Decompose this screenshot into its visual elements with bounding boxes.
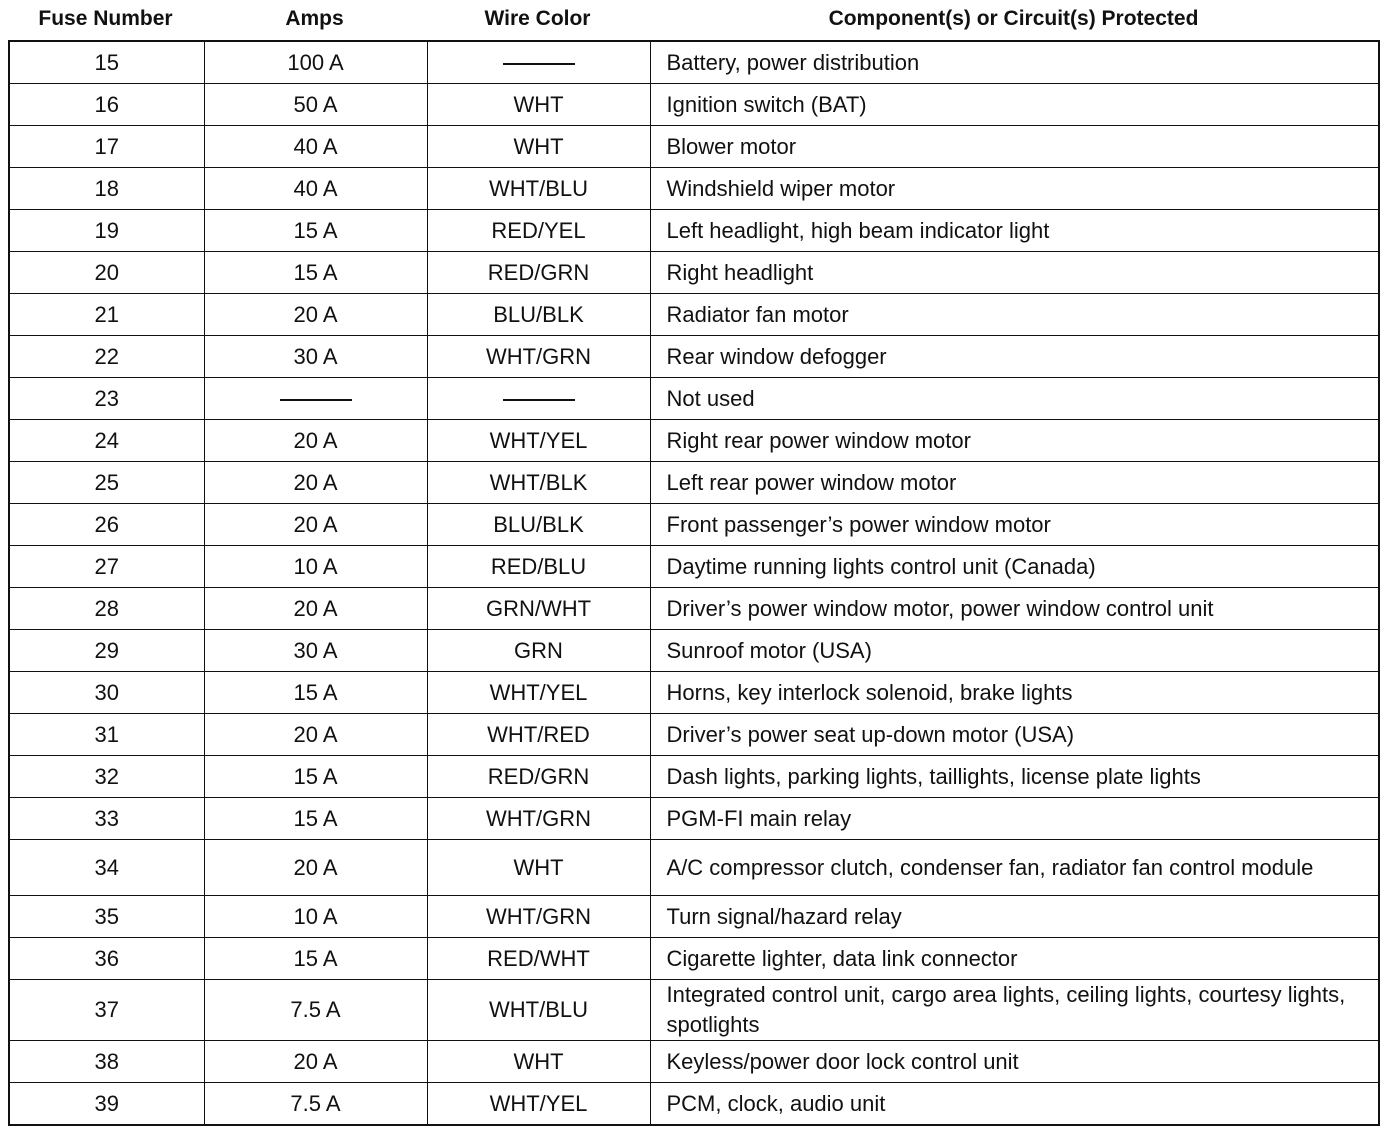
wire-color-cell: WHT [427, 1041, 650, 1083]
wire-color-cell: BLU/BLK [427, 294, 650, 336]
amps-cell: 15 A [204, 798, 427, 840]
component-cell: Windshield wiper motor [650, 168, 1379, 210]
wire-color-cell: RED/BLU [427, 546, 650, 588]
table-row [9, 630, 1379, 672]
fuse-number-cell: 31 [9, 714, 204, 756]
fuse-table-body [9, 41, 1379, 1125]
fuse-number-cell: 30 [9, 672, 204, 714]
component-cell: Front passenger’s power window motor [650, 504, 1379, 546]
fuse-number-cell: 21 [9, 294, 204, 336]
fuse-number-cell: 34 [9, 840, 204, 896]
wire-color-cell: WHT/BLK [427, 462, 650, 504]
amps-cell: 20 A [204, 1041, 427, 1083]
amps-cell [204, 378, 427, 420]
fuse-number-cell: 39 [9, 1083, 204, 1126]
wire-color-cell: WHT [427, 126, 650, 168]
table-row [9, 420, 1379, 462]
table-row [9, 588, 1379, 630]
wire-color-cell: WHT/YEL [427, 420, 650, 462]
fuse-number-cell: 17 [9, 126, 204, 168]
table-row [9, 672, 1379, 714]
amps-cell: 7.5 A [204, 980, 427, 1041]
table-row [9, 798, 1379, 840]
table-row [9, 980, 1379, 1041]
empty-dash [503, 63, 575, 65]
table-row [9, 1083, 1379, 1126]
fuse-number-cell: 16 [9, 84, 204, 126]
wire-color-cell: BLU/BLK [427, 504, 650, 546]
header-wire-color: Wire Color [484, 7, 591, 30]
component-cell: Rear window defogger [650, 336, 1379, 378]
amps-cell: 15 A [204, 210, 427, 252]
amps-cell: 30 A [204, 336, 427, 378]
fuse-number-cell: 35 [9, 896, 204, 938]
component-cell: PGM-FI main relay [650, 798, 1379, 840]
table-row [9, 756, 1379, 798]
component-cell: Integrated control unit, cargo area lights, ceiling lights, courtesy lights, spotlights [650, 980, 1379, 1041]
header-component: Component(s) or Circuit(s) Protected [828, 7, 1199, 30]
table-row [9, 378, 1379, 420]
wire-color-cell: WHT/GRN [427, 336, 650, 378]
fuse-number-cell: 23 [9, 378, 204, 420]
component-cell: Ignition switch (BAT) [650, 84, 1379, 126]
component-cell: Keyless/power door lock control unit [650, 1041, 1379, 1083]
component-cell: Right headlight [650, 252, 1379, 294]
fuse-number-cell: 33 [9, 798, 204, 840]
fuse-number-cell: 27 [9, 546, 204, 588]
amps-cell: 40 A [204, 168, 427, 210]
amps-cell: 15 A [204, 672, 427, 714]
table-row [9, 210, 1379, 252]
component-cell: PCM, clock, audio unit [650, 1083, 1379, 1126]
wire-color-cell: WHT/GRN [427, 798, 650, 840]
fuse-number-cell: 19 [9, 210, 204, 252]
component-cell: Driver’s power seat up-down motor (USA) [650, 714, 1379, 756]
fuse-number-cell: 15 [9, 41, 204, 84]
component-cell: Horns, key interlock solenoid, brake lights [650, 672, 1379, 714]
table-row [9, 714, 1379, 756]
amps-cell: 15 A [204, 938, 427, 980]
component-cell: Blower motor [650, 126, 1379, 168]
wire-color-cell: RED/GRN [427, 252, 650, 294]
fuse-number-cell: 18 [9, 168, 204, 210]
fuse-number-cell: 22 [9, 336, 204, 378]
fuse-number-cell: 28 [9, 588, 204, 630]
wire-color-cell: WHT/YEL [427, 1083, 650, 1126]
amps-cell: 15 A [204, 252, 427, 294]
wire-color-cell: WHT/BLU [427, 980, 650, 1041]
empty-dash [280, 399, 352, 401]
wire-color-cell: RED/GRN [427, 756, 650, 798]
component-cell: Left headlight, high beam indicator light [650, 210, 1379, 252]
wire-color-cell: WHT [427, 84, 650, 126]
component-cell: Driver’s power window motor, power window control unit [650, 588, 1379, 630]
component-cell: A/C compressor clutch, condenser fan, radiator fan control module [650, 840, 1379, 896]
fuse-number-cell: 25 [9, 462, 204, 504]
component-cell: Not used [650, 378, 1379, 420]
component-cell: Dash lights, parking lights, taillights, license plate lights [650, 756, 1379, 798]
table-row [9, 896, 1379, 938]
amps-cell: 30 A [204, 630, 427, 672]
amps-cell: 20 A [204, 420, 427, 462]
wire-color-cell [427, 378, 650, 420]
wire-color-cell: WHT/YEL [427, 672, 650, 714]
amps-cell: 20 A [204, 504, 427, 546]
wire-color-cell: WHT/BLU [427, 168, 650, 210]
table-row [9, 336, 1379, 378]
amps-cell: 15 A [204, 756, 427, 798]
wire-color-cell: WHT [427, 840, 650, 896]
amps-cell: 7.5 A [204, 1083, 427, 1126]
component-cell: Right rear power window motor [650, 420, 1379, 462]
table-row [9, 938, 1379, 980]
wire-color-cell: WHT/RED [427, 714, 650, 756]
fuse-number-cell: 32 [9, 756, 204, 798]
fuse-number-cell: 38 [9, 1041, 204, 1083]
component-cell: Battery, power distribution [650, 41, 1379, 84]
table-row [9, 294, 1379, 336]
amps-cell: 20 A [204, 588, 427, 630]
amps-cell: 40 A [204, 126, 427, 168]
component-cell: Left rear power window motor [650, 462, 1379, 504]
wire-color-cell: RED/WHT [427, 938, 650, 980]
table-row [9, 1041, 1379, 1083]
amps-cell: 10 A [204, 896, 427, 938]
fuse-number-cell: 20 [9, 252, 204, 294]
wire-color-cell: GRN/WHT [427, 588, 650, 630]
fuse-number-cell: 37 [9, 980, 204, 1041]
table-row [9, 168, 1379, 210]
component-cell: Sunroof motor (USA) [650, 630, 1379, 672]
component-cell: Cigarette lighter, data link connector [650, 938, 1379, 980]
amps-cell: 10 A [204, 546, 427, 588]
header-fuse-number: Fuse Number [38, 7, 173, 30]
wire-color-cell: WHT/GRN [427, 896, 650, 938]
table-header [8, 0, 1378, 38]
amps-cell: 100 A [204, 41, 427, 84]
table-row [9, 462, 1379, 504]
fuse-number-cell: 36 [9, 938, 204, 980]
table-row [9, 84, 1379, 126]
fuse-number-cell: 24 [9, 420, 204, 462]
amps-cell: 20 A [204, 840, 427, 896]
amps-cell: 20 A [204, 294, 427, 336]
table-row [9, 504, 1379, 546]
table-row [9, 126, 1379, 168]
table-row [9, 840, 1379, 896]
table-row [9, 41, 1379, 84]
fuse-table [8, 40, 1380, 1126]
wire-color-cell [427, 41, 650, 84]
component-cell: Radiator fan motor [650, 294, 1379, 336]
component-cell: Daytime running lights control unit (Canada) [650, 546, 1379, 588]
wire-color-cell: GRN [427, 630, 650, 672]
component-cell: Turn signal/hazard relay [650, 896, 1379, 938]
amps-cell: 20 A [204, 714, 427, 756]
table-row [9, 546, 1379, 588]
fuse-number-cell: 26 [9, 504, 204, 546]
amps-cell: 20 A [204, 462, 427, 504]
fuse-number-cell: 29 [9, 630, 204, 672]
wire-color-cell: RED/YEL [427, 210, 650, 252]
amps-cell: 50 A [204, 84, 427, 126]
empty-dash [503, 399, 575, 401]
table-row [9, 252, 1379, 294]
header-amps: Amps [285, 7, 344, 30]
